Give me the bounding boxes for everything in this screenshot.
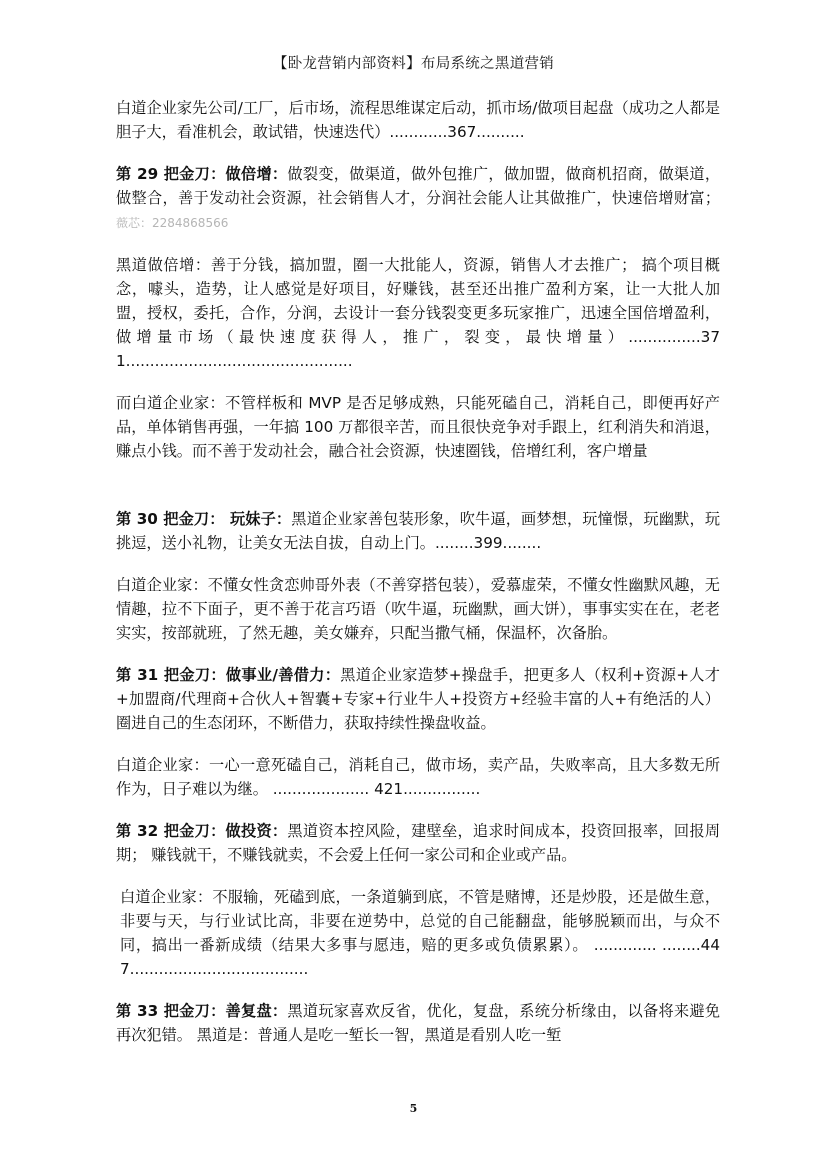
paragraph-text: 白道企业家：不懂女性贪恋帅哥外表（不善穿搭包装），爱慕虚荣，不懂女性幽默风趣，无情趣，拉不下面子，更不善于花言巧语（吹牛逼，玩幽默，画大饼），事事实实在在，老老实实，按部就班，了然无趣，美女嫌弃，只配当撒气桶，保温杯，次备胎。 — [116, 576, 720, 642]
paragraph-text: 黑道做倍增：善于分钱，搞加盟，圈一大批能人，资源，销售人才去推广； 搞个项目概念，噱头，造势，让人感觉是好项目，好赚钱，甚至还出推广盈利方案，让一大批人加盟，授权，委托，合作，分润，去设计一套分钱裂变更多玩家推广，迅速全国倍增盈利， 做增量市场（最快速度获得人，推广，裂变，最快增量）...............371............................................... — [116, 256, 720, 370]
paragraph-text: 白道企业家先公司/工厂，后市场，流程思维谋定后动，抓市场/做项目起盘（成功之人都是胆子大，看准机会，敢试错，快速迭代）............367.......... — [116, 99, 720, 141]
paragraph-text: 白道企业家：不服输，死磕到底，一条道躺到底，不管是赌博，还是炒股，还是做生意，非要与天，与行业试比高，非要在逆势中，总觉的自己能翻盘，能够脱颖而出，与众不同，搞出一番新成绩（结果大多事与愿违，赔的更多或负债累累）。 ............. ........447..................................... — [120, 888, 720, 978]
paragraph-2 — [116, 162, 720, 235]
paragraph-text: 黑道企业家善包装形象，吹牛逼，画梦想，玩憧憬，玩幽默，玩挑逗，送小礼物，让美女无法自拔，自动上门。........399........ — [116, 510, 721, 552]
paragraph-9 — [116, 819, 720, 867]
section-heading: 第 33 把金刀：善复盘： — [116, 1002, 288, 1020]
section-heading: 第 30 把金刀： 玩妹子： — [116, 510, 292, 528]
paragraph-4 — [116, 391, 720, 463]
page-number: 5 — [409, 1102, 418, 1115]
paragraph-1 — [116, 96, 720, 144]
paragraph-text: 白道企业家：一心一意死磕自己，消耗自己，做市场，卖产品，失败率高，且大多数无所作为，日子难以为继。 .................... 421................ — [116, 756, 720, 798]
section-heading: 第 32 把金刀：做投资： — [116, 822, 288, 840]
paragraph-10 — [116, 885, 720, 981]
section-heading: 第 31 把金刀：做事业/善借力： — [116, 666, 341, 684]
paragraph-3 — [116, 253, 720, 373]
section-heading: 第 29 把金刀：做倍增： — [116, 165, 288, 183]
paragraph-11 — [116, 999, 720, 1047]
paragraph-text: 黑道资本控风险，建壁垒，追求时间成本，投资回报率，回报周期； 赚钱就干，不赚钱就卖，不会爱上任何一家公司和企业或产品。 — [116, 822, 721, 864]
paragraph-text: 而白道企业家：不管样板和 MVP 是否足够成熟，只能死磕自己，消耗自己，即便再好产品，单体销售再强，一年搞 100 万都很辛苦，而且很快竞争对手跟上，红利消失和消退，赚点小钱。而不善于发动社会，融合社会资源，快速圈钱，倍增红利，客户增量 — [116, 394, 720, 460]
paragraph-text: 黑道玩家喜欢反省，优化，复盘，系统分析缘由，以备将来避免再次犯错。 黑道是：普通人是吃一堑长一智，黑道是看别人吃一堑 — [116, 1002, 721, 1044]
paragraph-6 — [116, 573, 720, 645]
document-body — [116, 96, 720, 1065]
page-header: 【卧龙营销内部资料】布局系统之黑道营销 — [272, 56, 555, 72]
watermark: 薇芯：2284868566 — [116, 216, 229, 230]
paragraph-7 — [116, 663, 720, 735]
paragraph-8 — [116, 753, 720, 801]
paragraph-text: 做裂变，做渠道，做外包推广，做加盟，做商机招商，做渠道，做整合，善于发动社会资源，社会销售人才，分润社会能人让其做推广，快速倍增财富； — [116, 165, 721, 207]
paragraph-5 — [116, 507, 720, 555]
paragraph-text: 黑道企业家造梦+操盘手，把更多人（权利+资源+人才+加盟商/代理商+合伙人+智囊+专家+行业牛人+投资方+经验丰富的人+有绝活的人）圈进自己的生态闭环，不断借力，获取持续性操盘收益。 — [116, 666, 720, 732]
